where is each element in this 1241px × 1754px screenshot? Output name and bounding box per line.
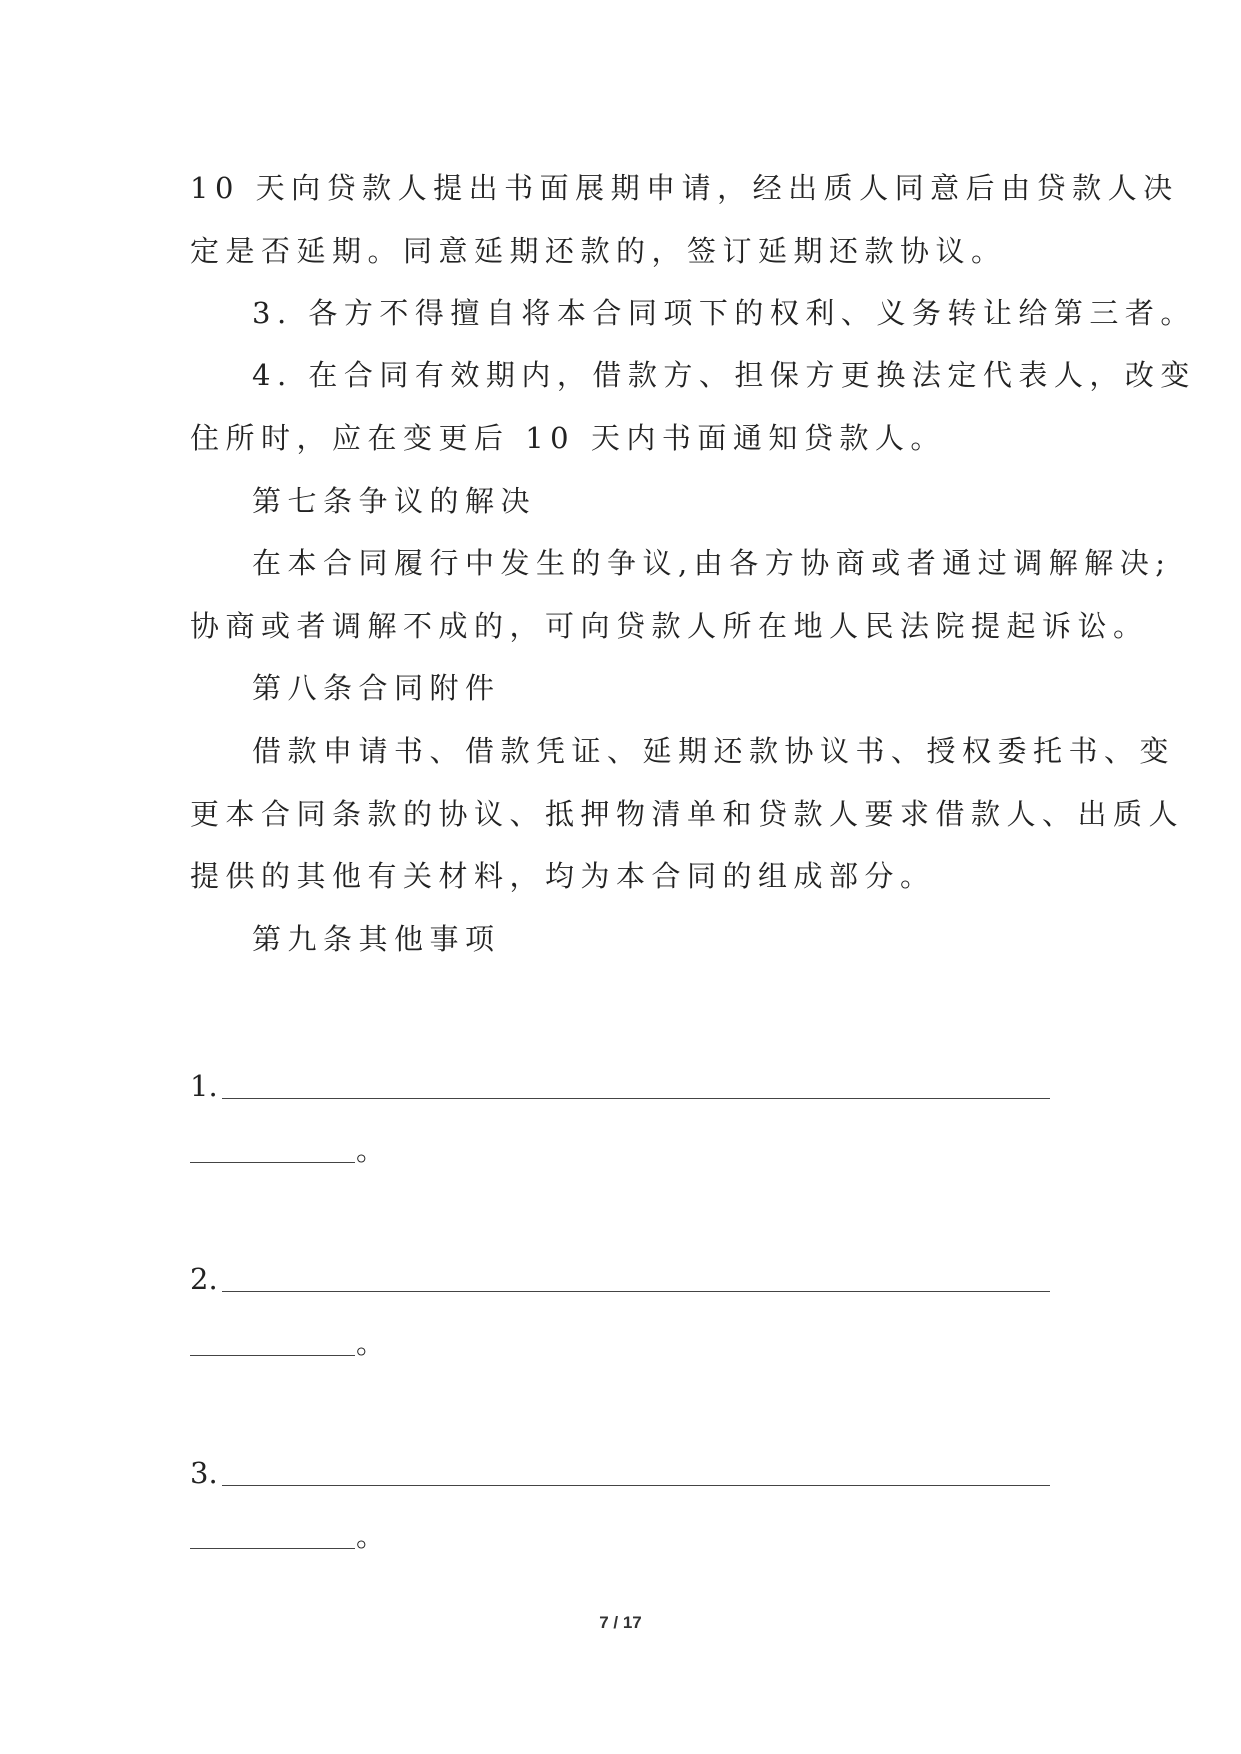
section-heading-8: 第八条合同附件 <box>252 671 501 705</box>
fill-in-item-2 <box>190 1259 1050 1299</box>
paragraph-line: 更本合同条款的协议、抵押物清单和贷款人要求借款人、出质人 <box>190 797 1185 831</box>
item-number: 2. <box>190 1262 218 1296</box>
paragraph-line: 提供的其他有关材料，均为本合同的组成部分。 <box>190 859 936 893</box>
paragraph-line: 协商或者调解不成的，可向贷款人所在地人民法院提起诉讼。 <box>190 609 1149 643</box>
blank-line <box>222 1485 1050 1486</box>
blank-line <box>190 1548 355 1549</box>
fill-in-item-3-continuation <box>190 1516 1050 1556</box>
paragraph-line: 住所时，应在变更后 10 天内书面通知贷款人。 <box>190 421 946 455</box>
clause-4: 4. 在合同有效期内，借款方、担保方更换法定代表人，改变 <box>252 358 1196 392</box>
page-number: 7 / 17 <box>599 1613 642 1632</box>
fill-in-item-2-continuation <box>190 1323 1050 1363</box>
section-heading-9: 第九条其他事项 <box>252 922 501 956</box>
item-end-mark: 。 <box>356 1133 386 1167</box>
fill-in-item-1 <box>190 1066 1050 1106</box>
fill-in-item-3 <box>190 1453 1050 1493</box>
paragraph-line: 定是否延期。同意延期还款的，签订延期还款协议。 <box>190 234 1007 268</box>
paragraph-line: 10 天向贷款人提出书面展期申请，经出质人同意后由贷款人决 <box>190 171 1179 205</box>
blank-line <box>222 1098 1050 1099</box>
item-number: 1. <box>190 1069 218 1103</box>
section-heading-7: 第七条争议的解决 <box>252 484 537 518</box>
item-number: 3. <box>190 1456 218 1490</box>
item-end-mark: 。 <box>356 1326 386 1360</box>
blank-line <box>190 1162 355 1163</box>
clause-3: 3. 各方不得擅自将本合同项下的权利、义务转让给第三者。 <box>252 296 1196 330</box>
fill-in-item-1-continuation <box>190 1130 1050 1170</box>
item-end-mark: 。 <box>356 1519 386 1553</box>
blank-line <box>190 1355 355 1356</box>
paragraph-line: 在本合同履行中发生的争议,由各方协商或者通过调解解决; <box>252 546 1172 580</box>
blank-line <box>222 1291 1050 1292</box>
paragraph-line: 借款申请书、借款凭证、延期还款协议书、授权委托书、变 <box>252 734 1176 768</box>
